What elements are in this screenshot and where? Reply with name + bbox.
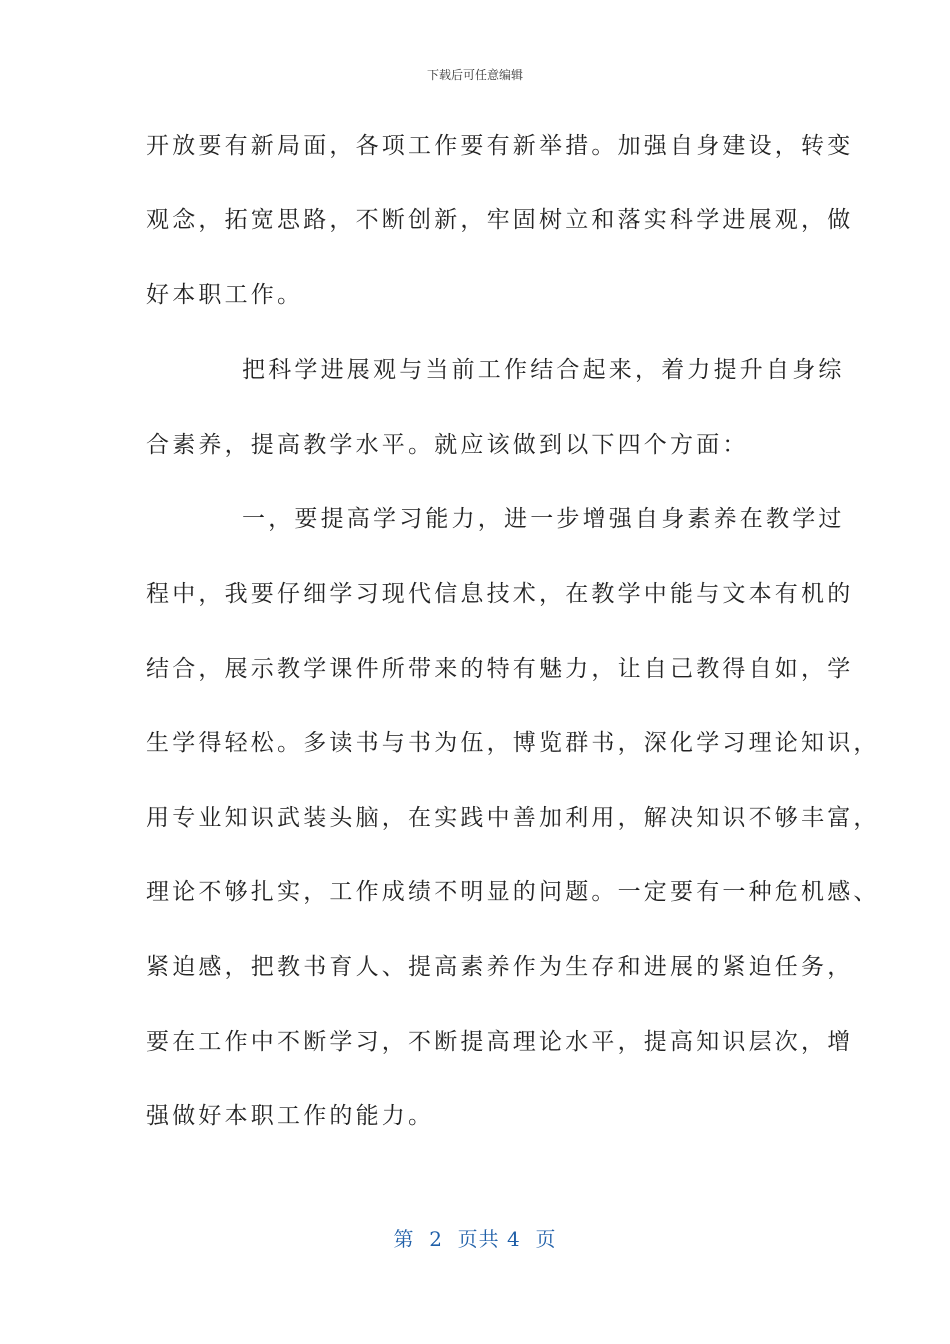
text-line: 合素养，提高教学水平。就应该做到以下四个方面： [146, 432, 749, 458]
text-line: 观念，拓宽思路，不断创新，牢固树立和落实科学进展观，做 [146, 207, 854, 233]
page-number-footer: 第 2 页共 4 页 [393, 1227, 557, 1251]
text-line: 用专业知识武装头脑，在实践中善加利用，解决知识不够丰富， [146, 805, 880, 831]
text-line: 开放要有新局面，各项工作要有新举措。加强自身建设，转变 [146, 133, 854, 159]
text-line: 理论不够扎实，工作成绩不明显的问题。一定要有一种危机感、 [146, 879, 880, 905]
paragraph-start-line: 把科学进展观与当前工作结合起来，着力提升自身综 [242, 357, 845, 383]
text-line: 程中，我要仔细学习现代信息技术，在教学中能与文本有机的 [146, 581, 854, 607]
text-line: 生学得轻松。多读书与书为伍，博览群书，深化学习理论知识， [146, 730, 880, 756]
paragraph-start-line: 一，要提高学习能力，进一步增强自身素养在教学过 [242, 506, 845, 532]
text-line: 结合，展示教学课件所带来的特有魅力，让自己教得自如，学 [146, 656, 854, 682]
text-line: 好本职工作。 [146, 282, 304, 308]
page-header: 下载后可任意编辑 [426, 68, 523, 82]
text-line: 紧迫感，把教书育人、提高素养作为生存和进展的紧迫任务， [146, 954, 854, 980]
text-line: 要在工作中不断学习，不断提高理论水平，提高知识层次，增 [146, 1029, 854, 1055]
text-line: 强做好本职工作的能力。 [146, 1103, 435, 1129]
